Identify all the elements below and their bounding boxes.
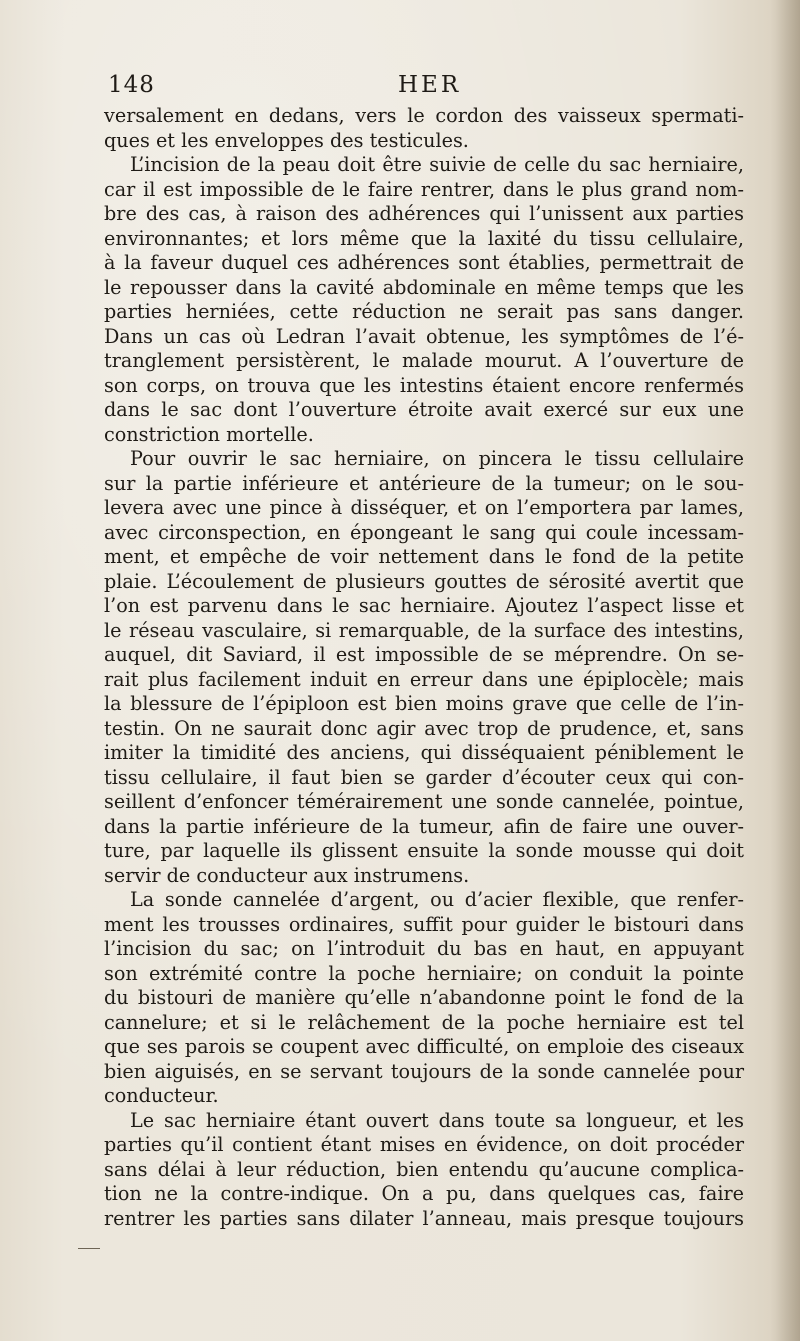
text-line: le repousser dans la cavité abdominale en même temps que les [104, 275, 744, 299]
text-line: la blessure de l’épiploon est bien moins grave que celle de l’in- [104, 692, 744, 715]
text-line: son extrémité contre la poche herniaire; on conduit la pointe [104, 961, 744, 985]
text-line: conducteur. [104, 1084, 219, 1107]
text-line: ment, et empêche de voir nettement dans le fond de la petite [104, 545, 744, 568]
text-line: rait plus facilement induit en erreur dans une épiplocèle; mais [104, 667, 744, 691]
running-title: HER [398, 72, 462, 98]
text-line: plaie. L’écoulement de plusieurs gouttes de sérosité avertit que [104, 569, 744, 593]
text-line: du bistouri de manière qu’elle n’abandonne point le fond de la [104, 986, 744, 1009]
text-line: versalement en dedans, vers le cordon des vaisseux spermati- [104, 104, 744, 127]
text-line: l’incision du sac; on l’introduit du bas en haut, en appuyant [104, 937, 744, 960]
text-line: Le sac herniaire étant ouvert dans toute sa longueur, et les [130, 1108, 744, 1132]
margin-mark [78, 1248, 100, 1249]
text-line: avec circonspection, en épongeant le sang qui coule incessam- [104, 520, 744, 544]
text-line: environnantes; et lors même que la laxité du tissu cellulaire, [104, 226, 744, 250]
text-line: Pour ouvrir le sac herniaire, on pincera le tissu cellulaire [130, 447, 744, 470]
text-line: ment les trousses ordinaires, suffit pour guider le bistouri dans [104, 912, 744, 936]
text-line: dans le sac dont l’ouverture étroite avait exercé sur eux une [104, 398, 744, 421]
text-line: bre des cas, à raison des adhérences qui l’unissent aux parties [104, 202, 744, 225]
text-line: tranglement persistèrent, le malade mourut. A l’ouverture de [104, 349, 744, 372]
text-line: ques et les enveloppes des testicules. [104, 128, 469, 152]
text-line: rentrer les parties sans dilater l’anneau, mais presque toujours [104, 1206, 744, 1230]
text-line: car il est impossible de le faire rentrer, dans le plus grand nom- [104, 177, 744, 201]
page-number: 148 [108, 72, 155, 98]
running-head [108, 72, 740, 104]
page-edge-shadow [770, 0, 800, 1341]
text-line: seillent d’enfoncer témérairement une sonde cannelée, pointue, [104, 790, 744, 813]
text-line: sur la partie inférieure et antérieure de la tumeur; on le sou- [104, 471, 744, 495]
text-line: dans la partie inférieure de la tumeur, afin de faire une ouver- [104, 814, 744, 838]
text-line: parties herniées, cette réduction ne serait pas sans danger. [104, 300, 744, 323]
text-line: auquel, dit Saviard, il est impossible de se méprendre. On se- [104, 643, 744, 666]
text-line: tissu cellulaire, il faut bien se garder d’écouter ceux qui con- [104, 765, 744, 789]
text-line: servir de conducteur aux instrumens. [104, 863, 470, 887]
text-line: L’incision de la peau doit être suivie de celle du sac herniaire, [130, 153, 744, 176]
text-line: le réseau vasculaire, si remarquable, de la surface des intestins, [104, 618, 744, 642]
text-line: sans délai à leur réduction, bien entendu qu’aucune complica- [104, 1157, 744, 1181]
text-line: bien aiguisés, en se servant toujours de la sonde cannelée pour [104, 1059, 744, 1083]
text-line: Dans un cas où Ledran l’avait obtenue, les symptômes de l’é- [104, 324, 744, 348]
text-line: que ses parois se coupent avec difficulté, on emploie des ciseaux [104, 1035, 744, 1058]
text-line: testin. On ne saurait donc agir avec trop de prudence, et, sans [104, 716, 744, 740]
text-line: son corps, on trouva que les intestins étaient encore renfermés [104, 373, 744, 397]
text-line: cannelure; et si le relâchement de la poche herniaire est tel [104, 1010, 744, 1034]
body-text [104, 104, 744, 1231]
text-line: ture, par laquelle ils glissent ensuite la sonde mousse qui doit [104, 839, 744, 862]
text-line: constriction mortelle. [104, 422, 314, 446]
text-line: tion ne la contre-indique. On a pu, dans quelques cas, faire [104, 1182, 744, 1205]
text-line: parties qu’il contient étant mises en évidence, on doit procéder [104, 1133, 744, 1156]
text-line: imiter la timidité des anciens, qui disséquaient péniblement le [104, 741, 744, 764]
text-line: l’on est parvenu dans le sac herniaire. Ajoutez l’aspect lisse et [104, 594, 744, 617]
text-line: à la faveur duquel ces adhérences sont établies, permettrait de [104, 251, 744, 274]
text-line: La sonde cannelée d’argent, ou d’acier flexible, que renfer- [130, 888, 744, 911]
text-line: levera avec une pince à disséquer, et on l’emportera par lames, [104, 496, 744, 519]
